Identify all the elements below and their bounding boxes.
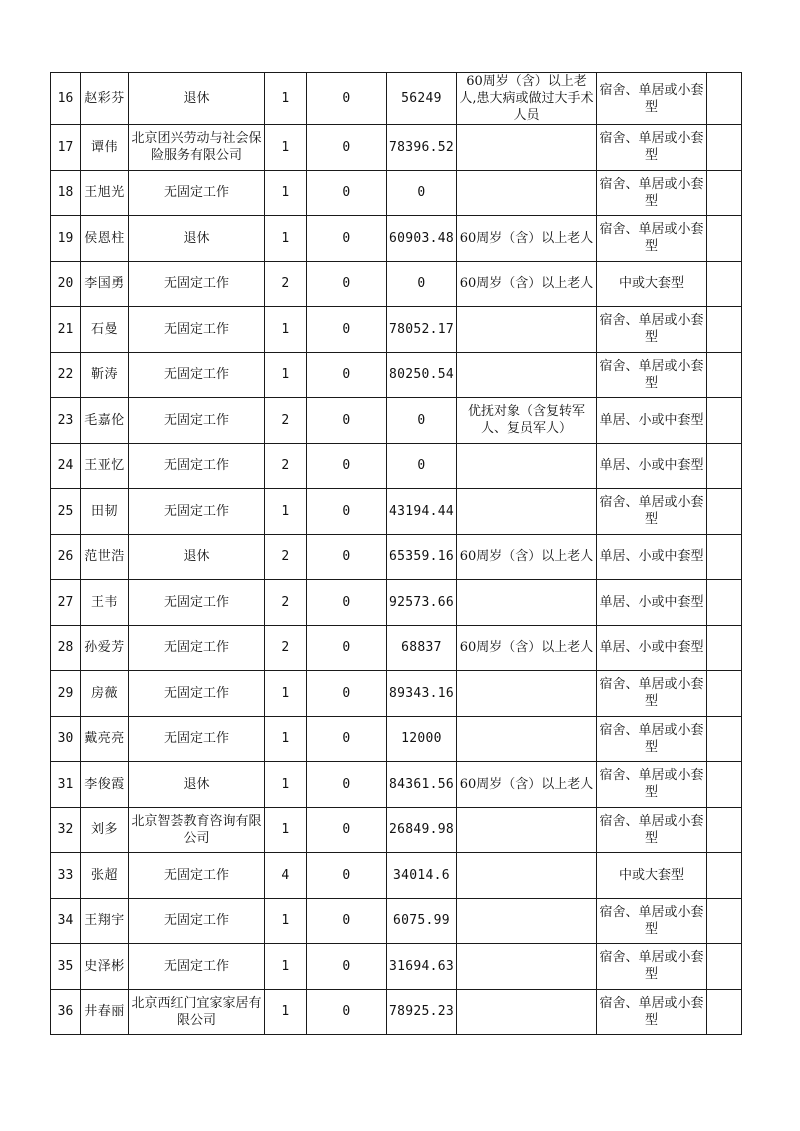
work-unit-cell: 无固定工作 — [129, 443, 265, 489]
remark-cell — [707, 443, 742, 489]
housing-type-cell: 宿舍、单居或小套型 — [597, 352, 707, 398]
row-number-cell: 34 — [51, 898, 81, 944]
name-cell: 李俊霞 — [81, 762, 129, 808]
special-category-cell — [457, 716, 597, 762]
row-number-cell: 32 — [51, 807, 81, 853]
people-count-cell: 2 — [265, 534, 307, 580]
second-count-cell: 0 — [307, 944, 387, 990]
name-cell: 田韧 — [81, 489, 129, 535]
work-unit-cell: 无固定工作 — [129, 716, 265, 762]
income-cell: 0 — [387, 443, 457, 489]
name-cell: 毛嘉伦 — [81, 398, 129, 444]
housing-type-cell: 宿舍、单居或小套型 — [597, 125, 707, 171]
special-category-cell — [457, 489, 597, 535]
remark-cell — [707, 352, 742, 398]
work-unit-cell: 北京智荟教育咨询有限公司 — [129, 807, 265, 853]
table-row — [51, 73, 742, 125]
table-row — [51, 261, 742, 307]
housing-type-cell: 单居、小或中套型 — [597, 625, 707, 671]
name-cell: 史泽彬 — [81, 944, 129, 990]
housing-type-cell: 宿舍、单居或小套型 — [597, 489, 707, 535]
people-count-cell: 2 — [265, 398, 307, 444]
people-count-cell: 1 — [265, 125, 307, 171]
special-category-cell: 60周岁（含）以上老人 — [457, 762, 597, 808]
second-count-cell: 0 — [307, 580, 387, 626]
table-row — [51, 489, 742, 535]
row-number-cell: 27 — [51, 580, 81, 626]
row-number-cell: 17 — [51, 125, 81, 171]
table-row — [51, 398, 742, 444]
name-cell: 戴亮亮 — [81, 716, 129, 762]
remark-cell — [707, 716, 742, 762]
name-cell: 张超 — [81, 853, 129, 899]
remark-cell — [707, 307, 742, 353]
work-unit-cell: 无固定工作 — [129, 170, 265, 216]
second-count-cell: 0 — [307, 807, 387, 853]
remark-cell — [707, 534, 742, 580]
work-unit-cell: 无固定工作 — [129, 853, 265, 899]
special-category-cell — [457, 898, 597, 944]
table-row — [51, 125, 742, 171]
work-unit-cell: 无固定工作 — [129, 671, 265, 717]
special-category-cell — [457, 443, 597, 489]
second-count-cell: 0 — [307, 534, 387, 580]
income-cell: 78396.52 — [387, 125, 457, 171]
table-row — [51, 853, 742, 899]
housing-type-cell: 宿舍、单居或小套型 — [597, 73, 707, 125]
remark-cell — [707, 580, 742, 626]
remark-cell — [707, 261, 742, 307]
remark-cell — [707, 170, 742, 216]
special-category-cell — [457, 125, 597, 171]
people-count-cell: 1 — [265, 807, 307, 853]
special-category-cell: 60周岁（含）以上老人 — [457, 216, 597, 262]
work-unit-cell: 退休 — [129, 534, 265, 580]
people-count-cell: 1 — [265, 989, 307, 1035]
name-cell: 范世浩 — [81, 534, 129, 580]
housing-type-cell: 宿舍、单居或小套型 — [597, 170, 707, 216]
second-count-cell: 0 — [307, 989, 387, 1035]
work-unit-cell: 退休 — [129, 216, 265, 262]
name-cell: 谭伟 — [81, 125, 129, 171]
housing-type-cell: 单居、小或中套型 — [597, 398, 707, 444]
remark-cell — [707, 73, 742, 125]
second-count-cell: 0 — [307, 73, 387, 125]
income-cell: 26849.98 — [387, 807, 457, 853]
work-unit-cell: 无固定工作 — [129, 489, 265, 535]
table-row — [51, 944, 742, 990]
work-unit-cell: 无固定工作 — [129, 261, 265, 307]
people-count-cell: 1 — [265, 898, 307, 944]
people-count-cell: 1 — [265, 489, 307, 535]
special-category-cell — [457, 307, 597, 353]
name-cell: 赵彩芬 — [81, 73, 129, 125]
table-row — [51, 762, 742, 808]
people-count-cell: 2 — [265, 261, 307, 307]
housing-type-cell: 宿舍、单居或小套型 — [597, 671, 707, 717]
second-count-cell: 0 — [307, 307, 387, 353]
second-count-cell: 0 — [307, 398, 387, 444]
work-unit-cell: 无固定工作 — [129, 307, 265, 353]
name-cell: 王韦 — [81, 580, 129, 626]
second-count-cell: 0 — [307, 489, 387, 535]
income-cell: 60903.48 — [387, 216, 457, 262]
special-category-cell — [457, 580, 597, 626]
people-count-cell: 1 — [265, 671, 307, 717]
income-cell: 84361.56 — [387, 762, 457, 808]
second-count-cell: 0 — [307, 443, 387, 489]
housing-type-cell: 宿舍、单居或小套型 — [597, 989, 707, 1035]
table-body — [51, 73, 742, 1035]
table-row — [51, 989, 742, 1035]
row-number-cell: 30 — [51, 716, 81, 762]
housing-type-cell: 宿舍、单居或小套型 — [597, 762, 707, 808]
income-cell: 65359.16 — [387, 534, 457, 580]
remark-cell — [707, 489, 742, 535]
people-count-cell: 2 — [265, 580, 307, 626]
row-number-cell: 25 — [51, 489, 81, 535]
name-cell: 王旭光 — [81, 170, 129, 216]
housing-type-cell: 单居、小或中套型 — [597, 534, 707, 580]
row-number-cell: 29 — [51, 671, 81, 717]
name-cell: 李国勇 — [81, 261, 129, 307]
work-unit-cell: 无固定工作 — [129, 898, 265, 944]
table-row — [51, 307, 742, 353]
remark-cell — [707, 671, 742, 717]
special-category-cell — [457, 671, 597, 717]
row-number-cell: 26 — [51, 534, 81, 580]
housing-type-cell: 单居、小或中套型 — [597, 443, 707, 489]
name-cell: 刘多 — [81, 807, 129, 853]
name-cell: 石曼 — [81, 307, 129, 353]
people-count-cell: 1 — [265, 307, 307, 353]
housing-type-cell: 宿舍、单居或小套型 — [597, 216, 707, 262]
people-count-cell: 1 — [265, 352, 307, 398]
remark-cell — [707, 989, 742, 1035]
row-number-cell: 21 — [51, 307, 81, 353]
row-number-cell: 19 — [51, 216, 81, 262]
row-number-cell: 16 — [51, 73, 81, 125]
people-count-cell: 2 — [265, 625, 307, 671]
second-count-cell: 0 — [307, 352, 387, 398]
second-count-cell: 0 — [307, 898, 387, 944]
housing-type-cell: 中或大套型 — [597, 261, 707, 307]
people-count-cell: 1 — [265, 216, 307, 262]
people-count-cell: 1 — [265, 170, 307, 216]
income-cell: 80250.54 — [387, 352, 457, 398]
table-row — [51, 352, 742, 398]
work-unit-cell: 退休 — [129, 762, 265, 808]
income-cell: 0 — [387, 398, 457, 444]
row-number-cell: 22 — [51, 352, 81, 398]
second-count-cell: 0 — [307, 125, 387, 171]
work-unit-cell: 北京团兴劳动与社会保险服务有限公司 — [129, 125, 265, 171]
name-cell: 靳涛 — [81, 352, 129, 398]
table-row — [51, 625, 742, 671]
income-cell: 78052.17 — [387, 307, 457, 353]
housing-type-cell: 宿舍、单居或小套型 — [597, 307, 707, 353]
income-cell: 43194.44 — [387, 489, 457, 535]
remark-cell — [707, 398, 742, 444]
remark-cell — [707, 898, 742, 944]
table-row — [51, 580, 742, 626]
name-cell: 房薇 — [81, 671, 129, 717]
special-category-cell: 60周岁（含）以上老人 — [457, 534, 597, 580]
special-category-cell: 60周岁（含）以上老人,患大病或做过大手术人员 — [457, 73, 597, 125]
special-category-cell — [457, 944, 597, 990]
special-category-cell — [457, 170, 597, 216]
applicant-table — [50, 72, 742, 1035]
housing-type-cell: 宿舍、单居或小套型 — [597, 716, 707, 762]
table-row — [51, 898, 742, 944]
table-row — [51, 216, 742, 262]
income-cell: 56249 — [387, 73, 457, 125]
people-count-cell: 1 — [265, 73, 307, 125]
second-count-cell: 0 — [307, 671, 387, 717]
name-cell: 王亚忆 — [81, 443, 129, 489]
second-count-cell: 0 — [307, 762, 387, 808]
people-count-cell: 1 — [265, 762, 307, 808]
table-row — [51, 443, 742, 489]
income-cell: 31694.63 — [387, 944, 457, 990]
work-unit-cell: 无固定工作 — [129, 625, 265, 671]
name-cell: 王翔宇 — [81, 898, 129, 944]
table-row — [51, 716, 742, 762]
row-number-cell: 36 — [51, 989, 81, 1035]
second-count-cell: 0 — [307, 625, 387, 671]
row-number-cell: 18 — [51, 170, 81, 216]
income-cell: 34014.6 — [387, 853, 457, 899]
people-count-cell: 1 — [265, 944, 307, 990]
special-category-cell — [457, 989, 597, 1035]
second-count-cell: 0 — [307, 216, 387, 262]
people-count-cell: 2 — [265, 443, 307, 489]
work-unit-cell: 无固定工作 — [129, 352, 265, 398]
work-unit-cell: 无固定工作 — [129, 398, 265, 444]
housing-type-cell: 宿舍、单居或小套型 — [597, 944, 707, 990]
table-row — [51, 170, 742, 216]
income-cell: 0 — [387, 170, 457, 216]
second-count-cell: 0 — [307, 170, 387, 216]
income-cell: 78925.23 — [387, 989, 457, 1035]
income-cell: 89343.16 — [387, 671, 457, 717]
name-cell: 侯恩柱 — [81, 216, 129, 262]
remark-cell — [707, 216, 742, 262]
row-number-cell: 33 — [51, 853, 81, 899]
work-unit-cell: 北京西红门宜家家居有限公司 — [129, 989, 265, 1035]
second-count-cell: 0 — [307, 261, 387, 307]
income-cell: 68837 — [387, 625, 457, 671]
special-category-cell — [457, 352, 597, 398]
special-category-cell: 60周岁（含）以上老人 — [457, 625, 597, 671]
special-category-cell: 60周岁（含）以上老人 — [457, 261, 597, 307]
table-row — [51, 807, 742, 853]
special-category-cell — [457, 853, 597, 899]
income-cell: 12000 — [387, 716, 457, 762]
housing-type-cell: 宿舍、单居或小套型 — [597, 807, 707, 853]
row-number-cell: 24 — [51, 443, 81, 489]
row-number-cell: 20 — [51, 261, 81, 307]
income-cell: 92573.66 — [387, 580, 457, 626]
remark-cell — [707, 625, 742, 671]
name-cell: 孙爱芳 — [81, 625, 129, 671]
name-cell: 井春丽 — [81, 989, 129, 1035]
remark-cell — [707, 853, 742, 899]
table-row — [51, 671, 742, 717]
remark-cell — [707, 125, 742, 171]
special-category-cell — [457, 807, 597, 853]
housing-type-cell: 宿舍、单居或小套型 — [597, 898, 707, 944]
work-unit-cell: 无固定工作 — [129, 944, 265, 990]
remark-cell — [707, 762, 742, 808]
remark-cell — [707, 944, 742, 990]
housing-type-cell: 中或大套型 — [597, 853, 707, 899]
people-count-cell: 4 — [265, 853, 307, 899]
row-number-cell: 23 — [51, 398, 81, 444]
people-count-cell: 1 — [265, 716, 307, 762]
housing-type-cell: 单居、小或中套型 — [597, 580, 707, 626]
row-number-cell: 31 — [51, 762, 81, 808]
second-count-cell: 0 — [307, 853, 387, 899]
work-unit-cell: 退休 — [129, 73, 265, 125]
work-unit-cell: 无固定工作 — [129, 580, 265, 626]
table-row — [51, 534, 742, 580]
income-cell: 0 — [387, 261, 457, 307]
remark-cell — [707, 807, 742, 853]
income-cell: 6075.99 — [387, 898, 457, 944]
special-category-cell: 优抚对象（含复转军人、复员军人） — [457, 398, 597, 444]
row-number-cell: 35 — [51, 944, 81, 990]
row-number-cell: 28 — [51, 625, 81, 671]
second-count-cell: 0 — [307, 716, 387, 762]
